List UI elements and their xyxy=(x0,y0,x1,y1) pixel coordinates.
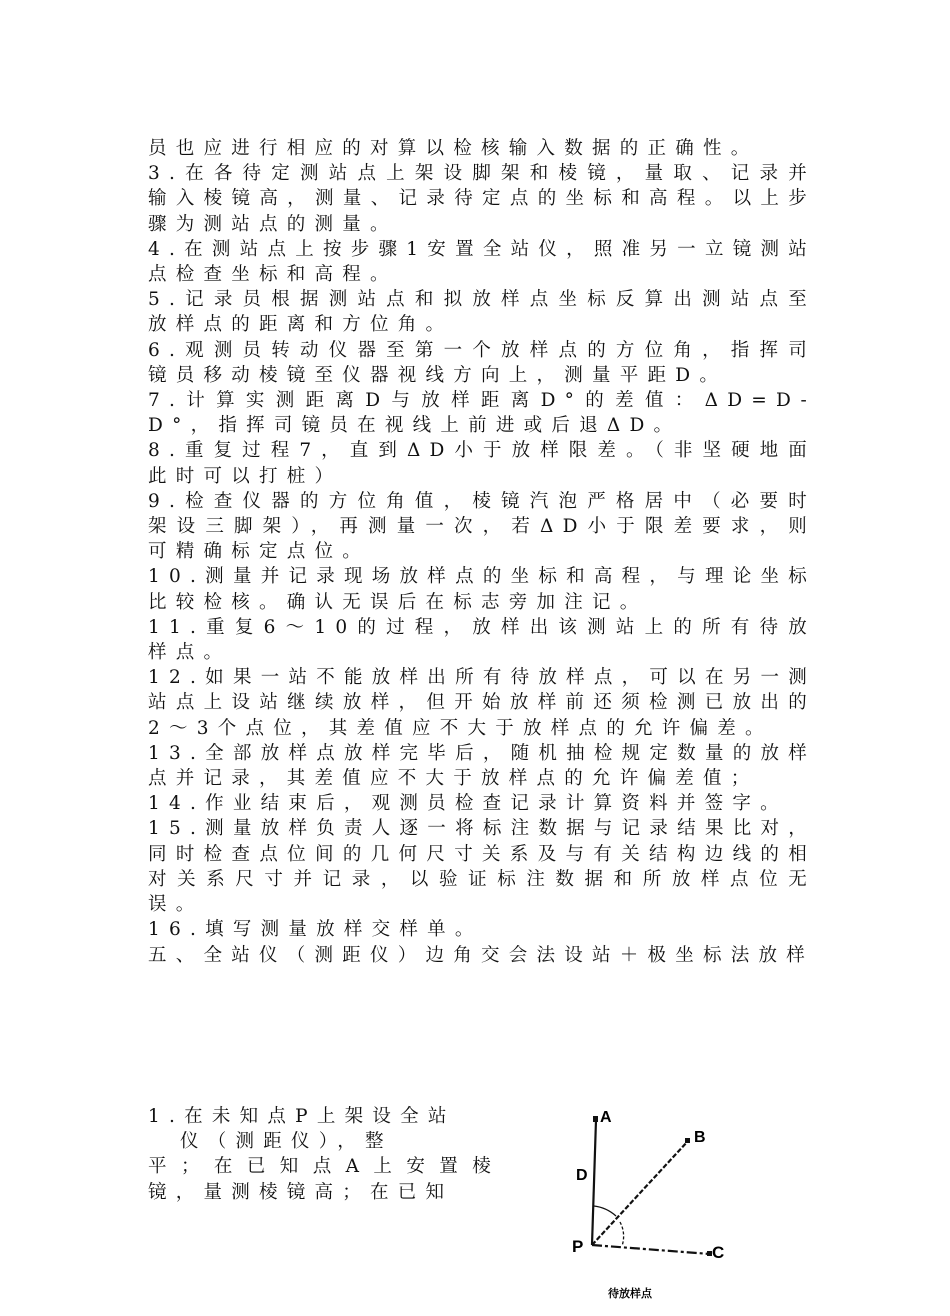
step-line: 1.在未知点P上架设全站 xyxy=(148,1106,456,1127)
point-b-marker xyxy=(685,1138,690,1143)
paragraph: 14.作业结束后，观测员检查记录计算资料并签字。 xyxy=(148,793,788,815)
paragraph: 16.填写测量放样交样单。 xyxy=(148,919,483,941)
paragraph: 9.检查仪器的方位角值，棱镜汽泡严格居中（必要时架设三脚架），再测量一次，若ΔD小于限差要求，则可精确标定点位。 xyxy=(148,490,816,563)
step-line: 仪（测距仪），整 xyxy=(180,1131,393,1153)
paragraph: 5.记录员根据测站点和拟放样点坐标反算出测站点至放样点的距离和方位角。 xyxy=(148,289,816,336)
paragraph: 8.重复过程7，直到ΔD小于放样限差。（非坚硬地面此时可以打桩） xyxy=(148,440,816,487)
paragraph: 6.观测员转动仪器至第一个放样点的方位角，指挥司镜员移动棱镜至仪器视线方向上，测量平距D。 xyxy=(148,339,816,386)
paragraph: 15.测量放样负责人逐一将标注数据与记录结果比对，同时检查点位间的几何尺寸关系及与有关结构边线的相对关系尺寸并记录，以验证标注数据和所放样点位无误。 xyxy=(148,818,816,916)
paragraph: 4.在测站点上按步骤1安置全站仪，照准另一立镜测站点检查坐标和高程。 xyxy=(148,238,816,286)
body-text xyxy=(148,136,816,968)
paragraph: 10.测量并记录现场放样点的坐标和高程，与理论坐标比较检核。确认无误后在标志旁加注记。 xyxy=(148,566,816,613)
paragraph: 11.重复6～10的过程，放样出该测站上的所有待放样点。 xyxy=(148,616,816,664)
label-d: D xyxy=(576,1167,588,1184)
line-pb xyxy=(592,1141,688,1245)
label-p: P xyxy=(572,1237,584,1256)
label-c: C xyxy=(712,1243,725,1262)
section-heading: 五、全站仪（测距仪）边角交会法设站＋极坐标法放样 xyxy=(148,944,815,966)
angle-arc xyxy=(620,1222,624,1246)
paragraph: 3.在各待定测站点上架设脚架和棱镜，量取、记录并输入棱镜高，测量、记录待定点的坐标和高程。以上步骤为测站点的测量。 xyxy=(148,163,816,235)
intersection-diagram xyxy=(560,1098,740,1303)
step-1-text xyxy=(148,1104,500,1205)
label-a: A xyxy=(600,1109,612,1126)
point-a-marker xyxy=(593,1116,598,1122)
line-pc xyxy=(592,1245,710,1254)
paragraph: 7.计算实测距离D与放样距离D°的差值：ΔD=D-D°，指挥司镜员在视线上前进或后退ΔD。 xyxy=(148,390,816,437)
line-pa xyxy=(592,1120,596,1245)
paragraph: 13.全部放样点放样完毕后，随机抽检规定数量的放样点并记录，其差值应不大于放样点的允许偏差值； xyxy=(148,742,816,790)
diagram-caption: 待放样点 xyxy=(608,1288,652,1300)
step-line: 平；在已知点A上安置棱镜，量测棱镜高；在已知 xyxy=(148,1156,500,1203)
label-b: B xyxy=(694,1129,706,1146)
paragraph: 员也应进行相应的对算以检核输入数据的正确性。 xyxy=(148,138,759,159)
angle-arc xyxy=(594,1206,616,1216)
paragraph: 12.如果一站不能放样出所有待放样点，可以在另一测站点上设站继续放样，但开始放样前还须检测已放出的2～3个点位，其差值应不大于放样点的允许偏差。 xyxy=(148,667,816,739)
